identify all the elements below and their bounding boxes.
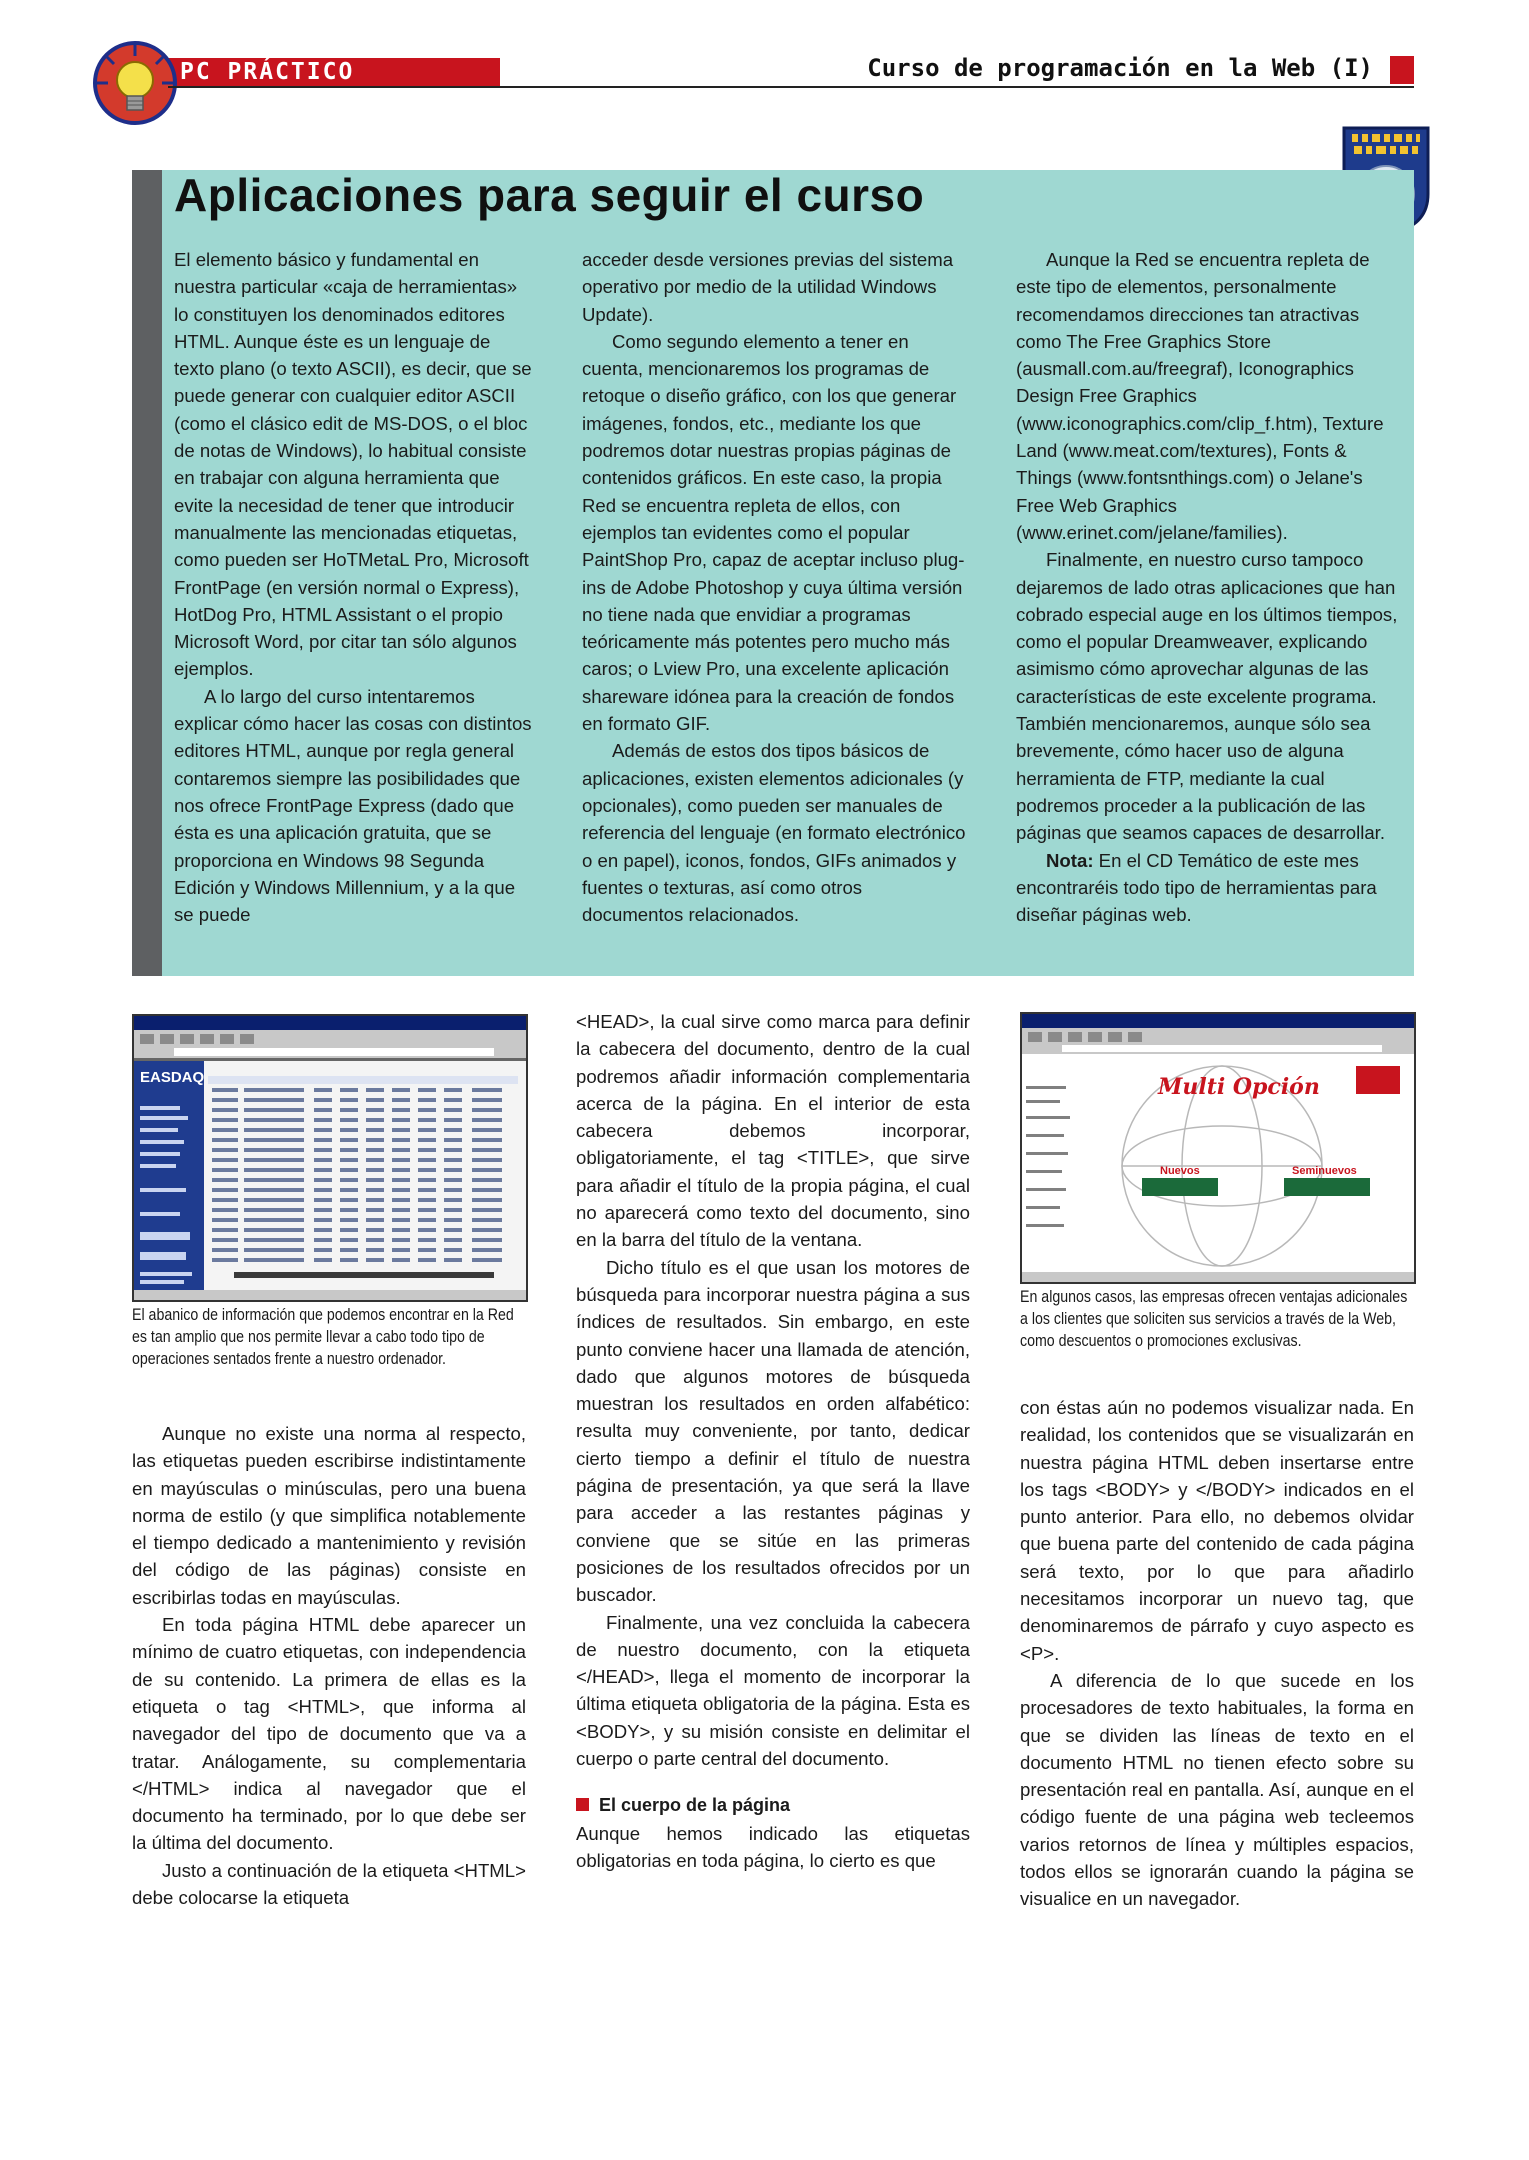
note-paragraph [1016,847,1400,929]
header-rule [168,86,1414,88]
body-column-3 [1020,1394,1414,1913]
screenshot-easdaq [132,1014,528,1302]
sidebar-box-bar [132,170,162,976]
paragraph: Aunque hemos indicado las etiquetas obligatorias en toda página, lo cierto es que [576,1822,970,1871]
easdaq-logo: EASDAQ [140,1069,205,1086]
paragraph: Como segundo elemento a tener en cuenta, mencionaremos los programas de retoque o diseño gráfico, con los que generar imágenes, fondos, etc., mediante los que podremos dotar nuestras propias páginas de contenidos gráficos. En este caso, la propia Red se encuentra repleta de ellos, con ejemplos tan evidentes como el popular PaintShop Pro, capaz de aceptar incluso plug-ins de Adobe Photoshop y cuya última versión no tiene nada que envidiar a programas teóricamente más potentes pero mucho más caros; o Lview Pro, una excelente aplicación shareware idónea para la creación de fondos en formato GIF. [582,330,965,735]
box-title: Aplicaciones para seguir el curso [174,169,925,221]
body-column-2 [576,1008,970,1874]
paragraph: A diferencia de lo que sucede en los procesadores de texto habituales, la forma en que se dividen las líneas de texto en el documento HTML no tienen efecto sobre su presentación real en pantalla. Así, aunque en el código fuente de una página web tecleemos varios retornos de línea y múltiples espacios, todos ellos se ignorarán cuando la página se visualice en un navegador. [1020,1669,1414,1910]
caption-screenshot-2: En algunos casos, las empresas ofrecen ventajas adicionales a los clientes que soliciten sus servicios a través de la Web, como descuentos o promociones exclusivas. [1020,1288,1408,1350]
nuevos-button: Nuevos [1160,1165,1200,1177]
subheading-text: El cuerpo de la página [599,1795,791,1816]
paragraph: con éstas aún no podemos visualizar nada. En realidad, los contenidos que se visualizarán en nuestra página HTML deben insertarse entre los tags <BODY> y </BODY> indicados en el punto anterior. Para ello, no debemos olvidar que buena parte del contenido de cada página será texto, por lo que para añadirlo necesitamos incorporar un nuevo tag, que denominaremos de párrafo y cuyo aspecto es <P>. [1020,1397,1414,1664]
caption-screenshot-1: El abanico de información que podemos encontrar en la Red es tan amplio que nos permite llevar a cabo todo tipo de operaciones sentados frente a nuestro ordenador. [132,1306,514,1368]
running-title: Curso de programación en la Web (I) [867,54,1373,82]
paragraph: acceder desde versiones previas del sistema operativo por medio de la utilidad Windows Update). [582,249,954,325]
header-red-square [1390,56,1414,84]
box-column-1 [174,246,534,928]
paragraph: <HEAD>, la cual sirve como marca para definir la cabecera del documento, dentro de la cual podremos añadir información complementaria acerca de la página. En el interior de esta cabecera debemos incorporar, obligatoriamente, el tag <TITLE>, que sirve para añadir el título de la propia página, el cual no aparecerá como texto del documento, sino en la barra del título de la ventana. [576,1011,970,1251]
box-column-3 [1016,246,1400,928]
multiopcion-logo: Multi Opción [1158,1074,1320,1100]
paragraph: A lo largo del curso intentaremos explicar cómo hacer las cosas con distintos editores HTML, aunque por regla general contaremos siempre las posibilidades que nos ofrece FrontPage Express (dado que ésta es una aplicación gratuita, que se proporciona en Windows 98 Segunda Edición y Windows Millennium, y a la que se puede [174,685,532,926]
body-column-1 [132,1420,526,1911]
box-column-2 [582,246,966,928]
note-label: Nota: [1046,849,1094,871]
subheading [576,1792,970,1819]
paragraph: Aunque la Red se encuentra repleta de este tipo de elementos, personalmente recomendamos direcciones tan atractivas como The Free Graphics Store (ausmall.com.au/freegraf), Iconographics Design Free Graphics (www.iconographics.com/clip_f.htm), Texture Land (www.meat.com/textures), Fonts & Things (www.fontsnthings.com) o Jelane's Free Web Graphics (www.erinet.com/jelane/families). [1016,249,1384,543]
easdaq-browser-illustration [134,1016,526,1300]
paragraph: Además de estos dos tipos básicos de aplicaciones, existen elementos adicionales (y opcionales), como pueden ser manuales de referencia del lenguaje (en formato electrónico o en papel), iconos, fondos, GIFs animados y fuentes o texturas, así como otros documentos relacionados. [582,740,966,926]
screenshot-multiopcion [1020,1012,1416,1284]
paragraph: Finalmente, una vez concluida la cabecera de nuestro documento, con la etiqueta </HEAD>, llega el momento de incorporar la última etiqueta obligatoria de la página. Esta es <BODY>, y su misión consiste en delimitar el cuerpo o parte central del documento. [576,1611,970,1770]
paragraph: Justo a continuación de la etiqueta <HTML> debe colocarse la etiqueta [132,1859,526,1909]
paragraph: El elemento básico y fundamental en nuestra particular «caja de herramientas» lo constituyen los denominados editores HTML. Aunque éste es un lenguaje de texto plano (o texto ASCII), es decir, que se puede generar con cualquier editor ASCII (como el clásico edit de MS-DOS, o el bloc de notas de Windows), lo habitual consiste en trabajar con alguna herramienta que evite la necesidad de tener que introducir manualmente las mencionadas etiquetas, como pueden ser HoTMetaL Pro, Microsoft FrontPage (en versión normal o Express), HotDog Pro, HTML Assistant o el propio Microsoft Word, por citar tan sólo algunos ejemplos. [174,249,532,680]
section-label: PC PRÁCTICO [180,59,355,85]
multiopcion-browser-illustration [1022,1014,1414,1282]
seminuevos-button: Seminuevos [1292,1165,1357,1177]
paragraph: Finalmente, en nuestro curso tampoco dejaremos de lado otras aplicaciones que han cobrado especial auge en los últimos tiempos, como el popular Dreamweaver, explicando asimismo cómo aprovechar algunas de las características de este excelente programa. También mencionaremos, aunque sólo sea brevemente, cómo hacer uso de alguna herramienta de FTP, mediante la cual podremos proceder a la publicación de las páginas que seamos capaces de desarrollar. [1016,549,1398,844]
paragraph: Aunque no existe una norma al respecto, las etiquetas pueden escribirse indistintamente en mayúsculas o minúsculas, pero una buena norma de estilo (y que simplifica notablemente el tiempo dedicado a mantenimiento y revisión del código de las páginas) consiste en escribirlas todas en mayúsculas. [132,1423,526,1608]
lightbulb-icon [92,40,178,126]
paragraph: En toda página HTML debe aparecer un mínimo de cuatro etiquetas, con independencia de su contenido. La primera de ellas es la etiqueta o tag <HTML>, que informa al navegador del tipo de documento que va a tratar. Análogamente, su complementaria </HTML> indica al navegador que el documento ha terminado, por lo que debe ser la última del documento. [132,1614,526,1854]
subheading-square-icon [576,1798,589,1811]
note-text: En el CD Temático de este mes encontraréis todo tipo de herramientas para diseñar páginas web. [1016,849,1377,926]
paragraph: Dicho título es el que usan los motores de búsqueda para incorporar nuestra página a sus índices de resultados. Sin embargo, en este punto conviene hacer una llamada de atención, dado que algunos motores de búsqueda muestran los resultados en orden alfabético: resulta muy conveniente, por tanto, dedicar cierto tiempo a definir el título de nuestra página de presentación, ya que será la llave para acceder a las restantes páginas y conviene que se sitúe en las primeras posiciones de los resultados ofrecidos por un buscador. [576,1256,970,1606]
